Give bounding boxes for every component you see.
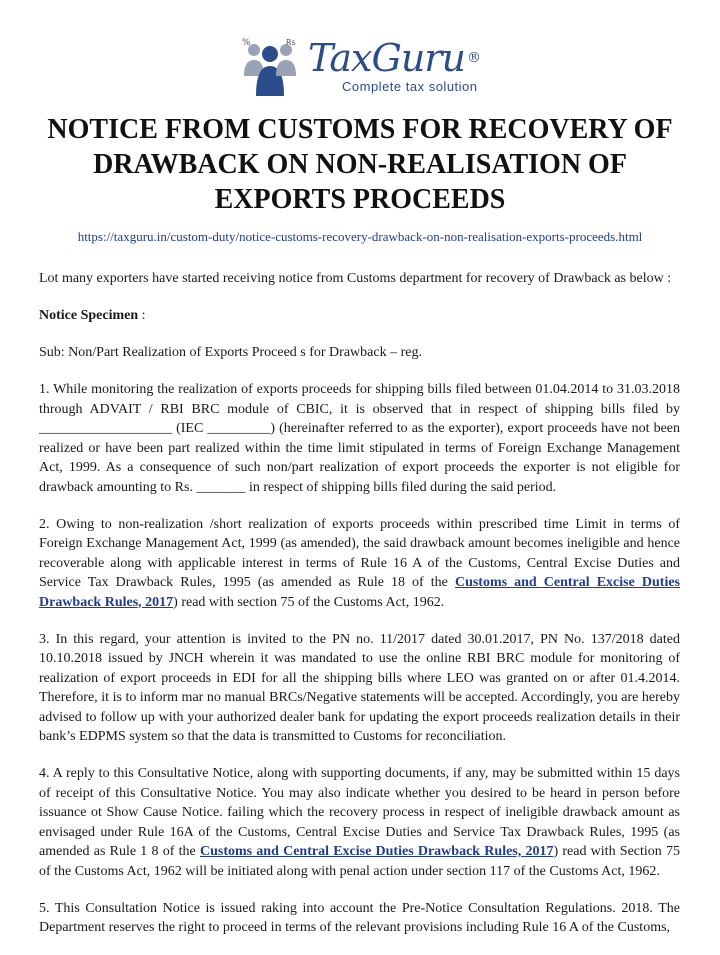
intro-paragraph: Lot many exporters have started receiving notice from Customs department for recovery of Drawback as below : [39,271,672,286]
article-body [39,269,680,955]
logo-brand: TaxGuru ® [308,36,480,80]
taxguru-people-icon [236,36,304,98]
taxguru-logo [236,34,486,104]
drawback-rules-link[interactable]: Customs and Central Excise Duties Drawback Rules, 2017 [199,844,554,859]
paragraph-2: 2. Owing to non-realization /short realization of exports proceeds within prescribed time Limit in terms of Foreign Exchange Management Act, 1999 (as amended), the said drawback amount becomes ineligible and hence recoverable along with applicable interest in terms of Rule 16 A of the Customs, Central Excise Duties and Service Tax Drawback Rules, 1995 (as amended as Rule 18 of the Customs and Central Excise Duties Drawback Rules, 2017) read with section 75 of the Customs Act, 1962. [39,516,680,610]
subject-line: Sub: Non/Part Realization of Exports Proceed s for Drawback – reg. [39,345,422,360]
article-url[interactable]: https://taxguru.in/custom-duty/notice-customs-recovery-drawback-on-non-realisation-exports-proceeds.html [77,229,643,244]
svg-text:Rs: Rs [286,38,296,47]
svg-text:%: % [242,38,251,48]
page-title: NOTICE FROM CUSTOMS FOR RECOVERY OF DRAWBACK ON NON-REALISATION OF EXPORTS PROCEEDS [47,114,673,215]
paragraph-4: 4. A reply to this Consultative Notice, along with supporting documents, if any, may be submitted within 15 days of receipt of this Consultative Notice. You may also indicate whether you desired to be heard in person before issuance ot Show Cause Notice. failing which the recovery process in respect of ineligible drawback amount as envisaged under Rule 16A of the Customs, Central Excise Duties and Service Tax Drawback Rules, 1995 (as amended as Rule 1 8 of the Customs and Central Excise Duties Drawback Rules, 2017) read with Section 75 of the Customs Act, 1962 will be initiated along with penal action under section 117 of the Customs Act, 1962. [39,766,681,879]
notice-specimen-line: Notice Specimen : [39,308,146,323]
paragraph-1: 1. While monitoring the realization of exports proceeds for shipping bills filed between 01.04.2014 to 31.03.2018 through ADVAIT / RBI BRC module of CBIC, it is observed that in respect of shipping bills filed by ___________________ (IEC _________) (hereinafter referred to as the exporter), export proceeds have not been realized or have been part realized within the time limit stipulated in terms of Foreign Exchange Management Act, 1999. As a consequence of such non/part realization of export proceeds the exporter is not eligible for drawback amounting to Rs. _______ in respect of shipping bills filed during the said period. [39,382,680,495]
paragraph-3: 3. In this regard, your attention is invited to the PN no. 11/2017 dated 30.01.2017, PN No. 137/2018 dated 10.10.2018 issued by JNCH wherein it was mandated to use the online RBI BRC module for monitoring of realization of export proceeds in EDI for all the shipping bills where LEO was granted on or after 01.4.2014. Therefore, it is to inform mar no manual BRCs/Negative statements will be accepted. Accordingly, you are hereby advised to follow up with your authorized dealer bank for updating the export proceeds realization details in their bank’s EDPMS system so that the data is transmitted to Customs for reconciliation. [39,631,680,744]
notice-specimen-label: Notice Specimen [39,308,139,323]
logo-tagline: Complete tax solution [342,79,478,94]
drawback-rules-link[interactable]: Customs and Central Excise Duties Drawback Rules, 2017 [39,575,680,610]
paragraph-5: 5. This Consultation Notice is issued raking into account the Pre-Notice Consultation Regulations. 2018. The Department reserves the right to proceed in terms of the relevant provisions including Rule 16 A of the Customs, [39,900,680,935]
